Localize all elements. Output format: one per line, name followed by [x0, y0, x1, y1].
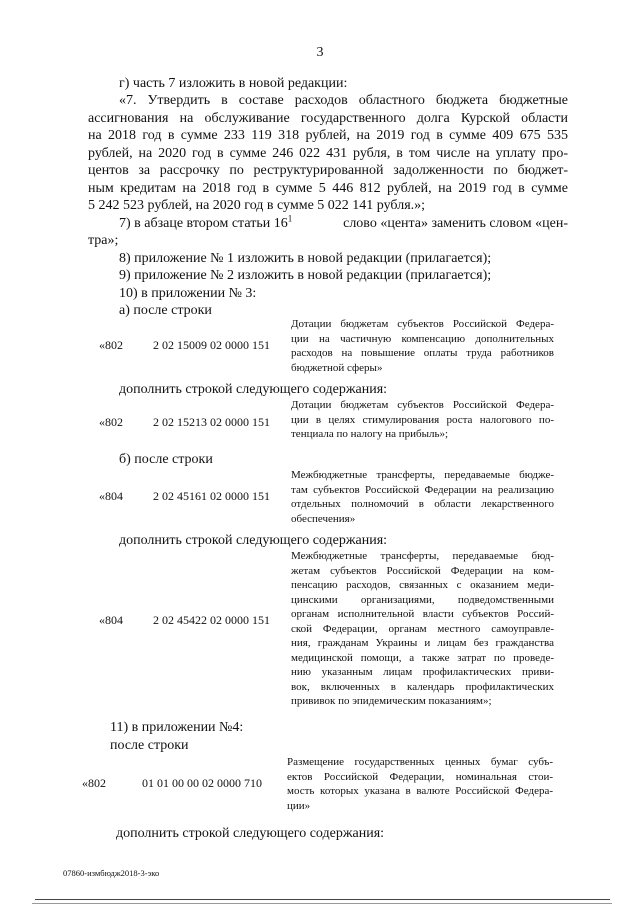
desc-line: ния, гражданам Украины и лицам без гражданства — [291, 637, 554, 649]
desc-line: Дотации бюджетам субъектов Российской Федера- — [291, 399, 554, 411]
item-9: 9) приложение № 2 изложить в новой редакции (прилагается); — [119, 268, 492, 283]
article-superscript: 1 — [287, 213, 293, 224]
desc-line: обеспечения» — [291, 512, 356, 525]
desc-line: бюджетной сферы» — [291, 361, 383, 374]
row-2-description — [291, 398, 554, 442]
desc-line: тенциала по налогу на прибыль»; — [291, 428, 449, 440]
intro-line: ассигнования на обслуживание государственного долга Курской области — [88, 111, 568, 126]
row-2-code: 2 02 15213 02 0000 151 — [153, 415, 270, 429]
row-5-code: 01 01 00 00 02 0000 710 — [142, 776, 262, 790]
intro-item-g: г) часть 7 изложить в новой редакции: — [119, 76, 348, 91]
row-3-code: 2 02 45161 02 0000 151 — [153, 489, 270, 503]
desc-line: цинскими организациями, подведомственными — [291, 593, 554, 606]
desc-line: медицинской помощи, а также затрат по проведе- — [291, 651, 554, 664]
add-row-heading-3: дополнить строкой следующего содержания: — [116, 826, 385, 841]
desc-line: ции в целях стимулирования роста налогового по- — [291, 413, 554, 426]
add-row-heading-1: дополнить строкой следующего содержания: — [119, 382, 388, 397]
row-3-description — [291, 468, 554, 526]
row-5-admin: «802 — [82, 776, 106, 790]
item-10b: б) после строки — [119, 452, 213, 467]
desc-line: расходов на повышение оплаты труда работников — [291, 347, 554, 359]
desc-line: Межбюджетные трансферты, передаваемые бюдже- — [291, 469, 554, 481]
desc-line: прививок по эпидемическим показаниям»; — [291, 695, 492, 707]
item-7-text-a: 7) в абзаце втором статьи $16^1$ — [119, 213, 293, 231]
row-3-admin: «804 — [99, 489, 123, 503]
row-1-admin: «802 — [99, 338, 123, 352]
intro-line: ным кредитам на 2018 год в сумме 5 446 812 рублей, на 2019 год в сумме — [88, 181, 568, 196]
item-11: 11) в приложении №4: — [110, 720, 244, 735]
item-10: 10) в приложении № 3: — [119, 286, 257, 301]
intro-line: 5 242 523 рублей, на 2020 год в сумме 5 022 141 рубля.»; — [88, 198, 426, 213]
row-4-description — [291, 549, 554, 709]
desc-line: Размещение государственных ценных бумаг субъ- — [287, 756, 553, 768]
desc-line: жетам субъектов Российской Федерации на ком- — [291, 564, 554, 577]
intro-line: «7. Утвердить в составе расходов областного бюджета бюджетные — [119, 93, 568, 108]
item-7-line2: тра»; — [88, 233, 119, 248]
desc-line: ции на частичную компенсацию дополнительных — [291, 332, 554, 345]
footer-file-code: 07860-измбюдж2018-3-эко — [63, 868, 160, 878]
add-row-heading-2: дополнить строкой следующего содержания: — [119, 533, 388, 548]
desc-line: Дотации бюджетам субъектов Российской Федера- — [291, 318, 554, 330]
row-1-code: 2 02 15009 02 0000 151 — [153, 338, 270, 352]
desc-line: Межбюджетные трансферты, передаваемые бюд- — [291, 550, 554, 562]
desc-line: ции» — [287, 799, 311, 812]
page-number: 3 — [316, 45, 324, 60]
desc-line: нию указанным лицам профилактических приви- — [291, 666, 554, 678]
desc-line: ской Федерации, органам местного самоуправле- — [291, 622, 554, 635]
item-7-line1 — [119, 215, 568, 233]
desc-line: там субъектов Российской Федерации на реализацию — [291, 483, 554, 496]
item-11-after: после строки — [110, 738, 189, 753]
intro-line: центов за рассрочку по реструктурированной задолженности по бюджет- — [88, 163, 568, 178]
desc-line: мость которых указана в валюте Российской Федера- — [287, 785, 553, 797]
desc-line: отдельных полномочий в области лекарственного — [291, 498, 554, 510]
desc-line: органам исполнительной власти субъектов Россий- — [291, 608, 554, 620]
desc-line: пенсацию расходов, связанных с оказанием меди- — [291, 579, 554, 591]
row-2-admin: «802 — [99, 415, 123, 429]
intro-line: рублей, на 2020 год в сумме 246 022 431 рубля, в том числе на уплату про- — [88, 146, 568, 161]
row-4-admin: «804 — [99, 613, 123, 627]
item-7-text-b: слово «цента» заменить словом «цен- — [343, 216, 568, 231]
bottom-rule-2 — [32, 903, 612, 904]
row-1-description — [291, 317, 554, 375]
item-10a: а) после строки — [119, 303, 212, 318]
item-8: 8) приложение № 1 изложить в новой редакции (прилагается); — [119, 251, 492, 266]
bottom-rule — [35, 899, 610, 900]
row-5-description — [287, 755, 553, 813]
intro-line: на 2018 год в сумме 233 119 318 рублей, на 2019 год в сумме 409 675 535 — [88, 128, 568, 143]
row-4-code: 2 02 45422 02 0000 151 — [153, 613, 270, 627]
desc-line: вок, включенных в календарь профилактических — [291, 680, 554, 693]
desc-line: ектов Российской Федерации, номинальная стои- — [287, 770, 553, 783]
